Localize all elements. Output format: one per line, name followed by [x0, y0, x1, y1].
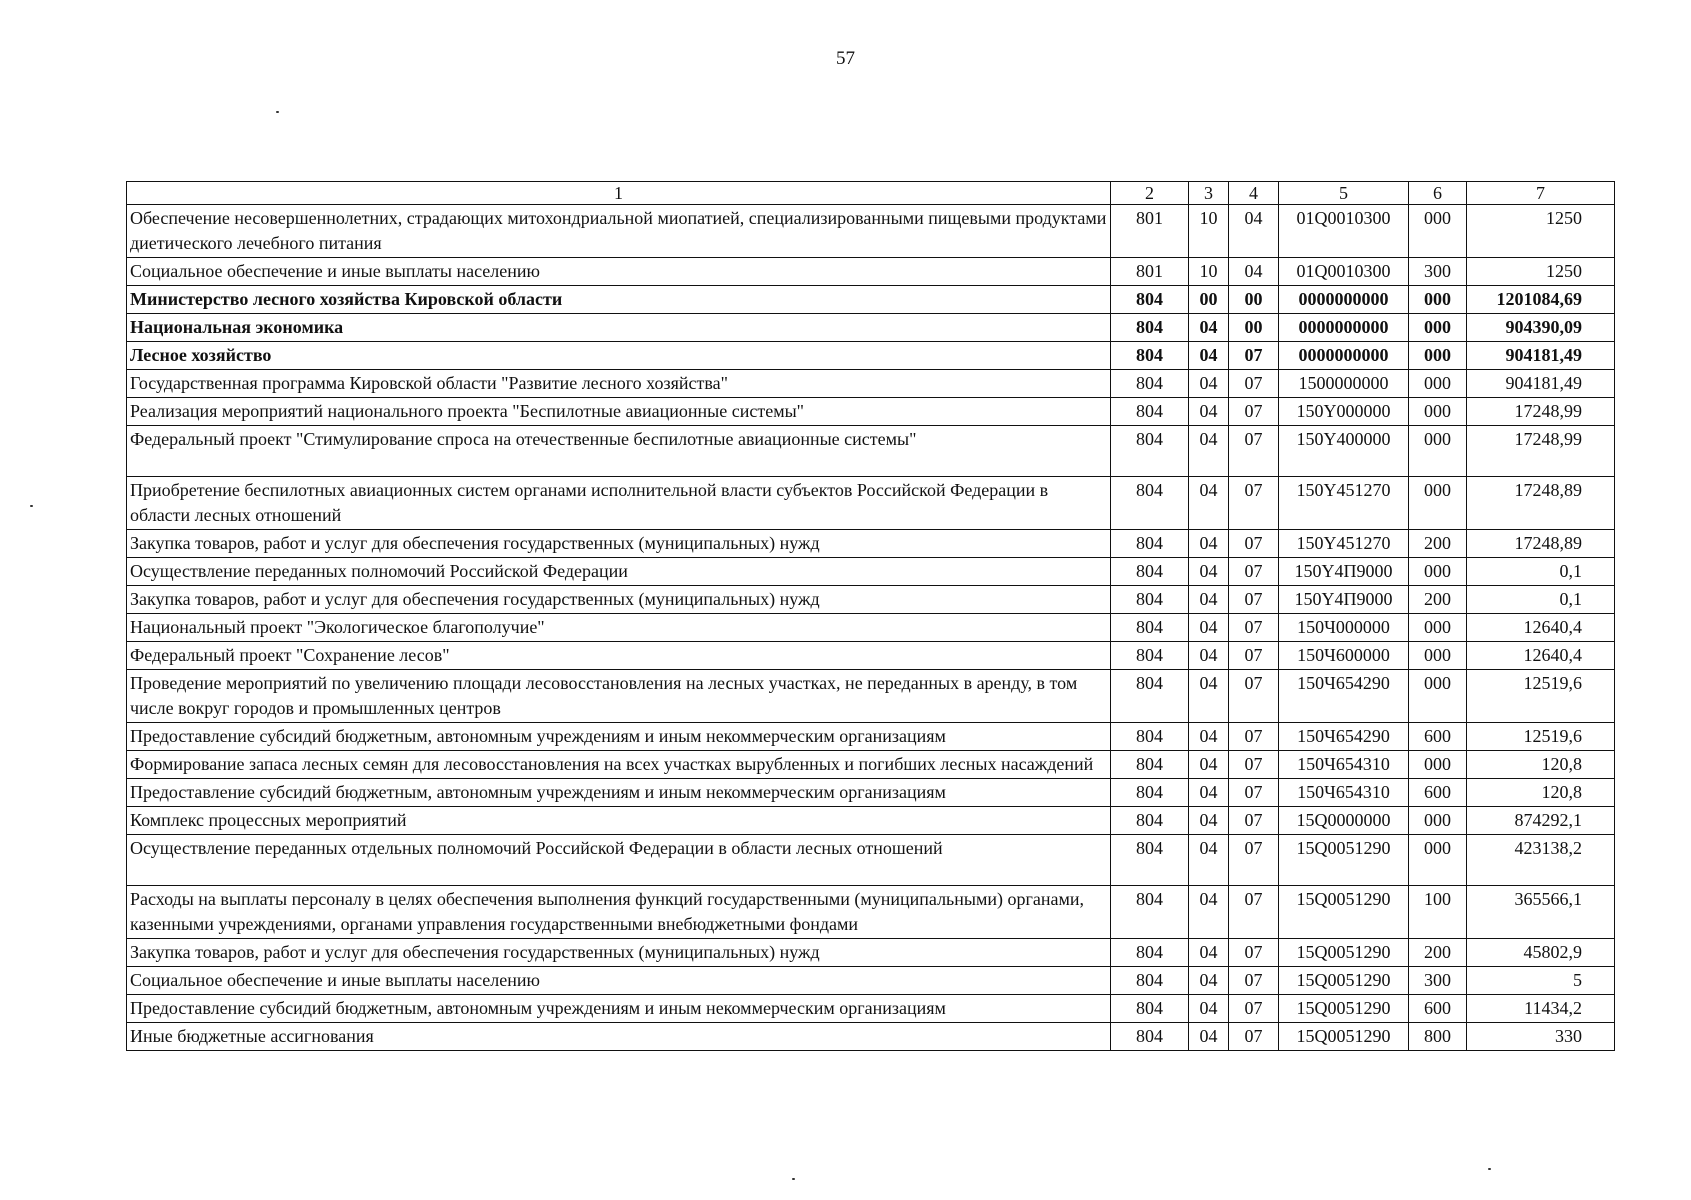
cell-amount: 17248,99: [1467, 398, 1615, 426]
column-header: 4: [1229, 182, 1279, 205]
row-name-cell: Приобретение беспилотных авиационных систем органами исполнительной власти субъектов Российской Федерации в области лесных отношений: [127, 477, 1111, 530]
cell-target-article: 15Q0051290: [1279, 835, 1409, 886]
cell-target-article: 150Ч654290: [1279, 670, 1409, 723]
cell-section: 04: [1189, 477, 1229, 530]
cell-amount: 1250: [1467, 258, 1615, 286]
cell-expense-type: 000: [1409, 342, 1467, 370]
cell-section: 10: [1189, 205, 1229, 258]
cell-expense-type: 200: [1409, 939, 1467, 967]
cell-grbs: 804: [1111, 779, 1189, 807]
scan-speck: [30, 505, 33, 507]
cell-section: 04: [1189, 995, 1229, 1023]
column-header: 1: [127, 182, 1111, 205]
cell-expense-type: 000: [1409, 751, 1467, 779]
cell-expense-type: 200: [1409, 530, 1467, 558]
cell-expense-type: 000: [1409, 286, 1467, 314]
row-name-cell: Социальное обеспечение и иные выплаты населению: [127, 258, 1111, 286]
table-row: [127, 835, 1615, 886]
row-name-cell: Иные бюджетные ассигнования: [127, 1023, 1111, 1051]
row-name-cell: Формирование запаса лесных семян для лесовосстановления на всех участках вырубленных и погибших лесных насаждений: [127, 751, 1111, 779]
cell-target-article: 0000000000: [1279, 286, 1409, 314]
cell-grbs: 804: [1111, 614, 1189, 642]
cell-subsection: 07: [1229, 558, 1279, 586]
cell-amount: 120,8: [1467, 751, 1615, 779]
table-body: [127, 205, 1615, 1051]
column-header: 2: [1111, 182, 1189, 205]
cell-target-article: 150Y400000: [1279, 426, 1409, 477]
cell-subsection: 07: [1229, 530, 1279, 558]
row-name-cell: Обеспечение несовершеннолетних, страдающих митохондриальной миопатией, специализированными пищевыми продуктами диетического лечебного питания: [127, 205, 1111, 258]
cell-section: 04: [1189, 1023, 1229, 1051]
cell-amount: 1250: [1467, 205, 1615, 258]
cell-section: 04: [1189, 835, 1229, 886]
cell-section: 04: [1189, 558, 1229, 586]
cell-amount: 0,1: [1467, 586, 1615, 614]
cell-target-article: 150Ч600000: [1279, 642, 1409, 670]
cell-expense-type: 000: [1409, 477, 1467, 530]
row-name-cell: Лесное хозяйство: [127, 342, 1111, 370]
table-row: [127, 614, 1615, 642]
cell-section: 04: [1189, 886, 1229, 939]
cell-amount: 17248,99: [1467, 426, 1615, 477]
cell-expense-type: 000: [1409, 205, 1467, 258]
cell-subsection: 07: [1229, 995, 1279, 1023]
table-row: [127, 967, 1615, 995]
cell-amount: 423138,2: [1467, 835, 1615, 886]
cell-amount: 5: [1467, 967, 1615, 995]
table-header-row: [127, 182, 1615, 205]
cell-expense-type: 000: [1409, 642, 1467, 670]
cell-section: 10: [1189, 258, 1229, 286]
row-name-cell: Социальное обеспечение и иные выплаты населению: [127, 967, 1111, 995]
cell-target-article: 150Ч654310: [1279, 779, 1409, 807]
cell-target-article: 15Q0051290: [1279, 1023, 1409, 1051]
row-name-cell: Предоставление субсидий бюджетным, автономным учреждениям и иным некоммерческим организациям: [127, 723, 1111, 751]
cell-section: 04: [1189, 642, 1229, 670]
row-name-cell: Проведение мероприятий по увеличению площади лесовосстановления на лесных участках, не переданных в аренду, в том числе вокруг городов и промышленных центров: [127, 670, 1111, 723]
cell-section: 04: [1189, 426, 1229, 477]
cell-subsection: 07: [1229, 614, 1279, 642]
table-row: [127, 286, 1615, 314]
cell-amount: 904181,49: [1467, 370, 1615, 398]
cell-amount: 17248,89: [1467, 530, 1615, 558]
cell-target-article: 150Y4П9000: [1279, 586, 1409, 614]
cell-expense-type: 600: [1409, 779, 1467, 807]
table-row: [127, 426, 1615, 477]
cell-grbs: 804: [1111, 723, 1189, 751]
cell-subsection: 07: [1229, 939, 1279, 967]
cell-expense-type: 000: [1409, 558, 1467, 586]
cell-grbs: 804: [1111, 1023, 1189, 1051]
cell-expense-type: 200: [1409, 586, 1467, 614]
table-row: [127, 779, 1615, 807]
cell-target-article: 01Q0010300: [1279, 205, 1409, 258]
cell-amount: 12640,4: [1467, 642, 1615, 670]
cell-amount: 365566,1: [1467, 886, 1615, 939]
cell-expense-type: 000: [1409, 314, 1467, 342]
cell-section: 04: [1189, 807, 1229, 835]
cell-section: 04: [1189, 670, 1229, 723]
cell-grbs: 804: [1111, 886, 1189, 939]
cell-amount: 874292,1: [1467, 807, 1615, 835]
cell-grbs: 804: [1111, 530, 1189, 558]
cell-subsection: 07: [1229, 342, 1279, 370]
row-name-cell: Предоставление субсидий бюджетным, автономным учреждениям и иным некоммерческим организациям: [127, 995, 1111, 1023]
cell-target-article: 01Q0010300: [1279, 258, 1409, 286]
cell-subsection: 07: [1229, 426, 1279, 477]
cell-amount: 330: [1467, 1023, 1615, 1051]
cell-section: 04: [1189, 398, 1229, 426]
cell-section: 04: [1189, 342, 1229, 370]
cell-grbs: 804: [1111, 286, 1189, 314]
cell-section: 04: [1189, 314, 1229, 342]
cell-grbs: 804: [1111, 426, 1189, 477]
cell-amount: 12519,6: [1467, 670, 1615, 723]
column-header: 5: [1279, 182, 1409, 205]
cell-section: 04: [1189, 723, 1229, 751]
cell-subsection: 07: [1229, 807, 1279, 835]
cell-grbs: 801: [1111, 258, 1189, 286]
cell-subsection: 07: [1229, 723, 1279, 751]
cell-grbs: 804: [1111, 670, 1189, 723]
cell-grbs: 804: [1111, 835, 1189, 886]
cell-subsection: 00: [1229, 314, 1279, 342]
cell-section: 04: [1189, 370, 1229, 398]
column-header: 7: [1467, 182, 1615, 205]
cell-expense-type: 100: [1409, 886, 1467, 939]
cell-section: 04: [1189, 967, 1229, 995]
cell-subsection: 07: [1229, 835, 1279, 886]
table-row: [127, 642, 1615, 670]
cell-amount: 904390,09: [1467, 314, 1615, 342]
table-row: [127, 477, 1615, 530]
table-row: [127, 670, 1615, 723]
cell-amount: 12640,4: [1467, 614, 1615, 642]
cell-subsection: 00: [1229, 286, 1279, 314]
cell-subsection: 04: [1229, 258, 1279, 286]
row-name-cell: Государственная программа Кировской области "Развитие лесного хозяйства": [127, 370, 1111, 398]
page-number: 57: [836, 48, 855, 69]
table-row: [127, 205, 1615, 258]
scan-speck: [792, 1178, 795, 1180]
cell-grbs: 804: [1111, 751, 1189, 779]
table-row: [127, 314, 1615, 342]
cell-amount: 17248,89: [1467, 477, 1615, 530]
cell-grbs: 804: [1111, 370, 1189, 398]
cell-expense-type: 300: [1409, 967, 1467, 995]
cell-target-article: 150Ч000000: [1279, 614, 1409, 642]
cell-amount: 0,1: [1467, 558, 1615, 586]
cell-expense-type: 600: [1409, 995, 1467, 1023]
cell-amount: 12519,6: [1467, 723, 1615, 751]
cell-expense-type: 000: [1409, 398, 1467, 426]
row-name-cell: Предоставление субсидий бюджетным, автономным учреждениям и иным некоммерческим организациям: [127, 779, 1111, 807]
row-name-cell: Комплекс процессных мероприятий: [127, 807, 1111, 835]
cell-grbs: 804: [1111, 558, 1189, 586]
cell-subsection: 07: [1229, 477, 1279, 530]
table-row: [127, 807, 1615, 835]
cell-amount: 904181,49: [1467, 342, 1615, 370]
row-name-cell: Закупка товаров, работ и услуг для обеспечения государственных (муниципальных) нужд: [127, 586, 1111, 614]
cell-target-article: 150Y4П9000: [1279, 558, 1409, 586]
cell-grbs: 804: [1111, 477, 1189, 530]
cell-expense-type: 000: [1409, 614, 1467, 642]
row-name-cell: Министерство лесного хозяйства Кировской области: [127, 286, 1111, 314]
row-name-cell: Расходы на выплаты персоналу в целях обеспечения выполнения функций государственными (муниципальными) органами, казенными учреждениями, органами управления государственными внебюджетными фондами: [127, 886, 1111, 939]
cell-subsection: 04: [1229, 205, 1279, 258]
cell-amount: 11434,2: [1467, 995, 1615, 1023]
row-name-cell: Осуществление переданных полномочий Российской Федерации: [127, 558, 1111, 586]
cell-subsection: 07: [1229, 751, 1279, 779]
cell-target-article: 0000000000: [1279, 314, 1409, 342]
cell-subsection: 07: [1229, 779, 1279, 807]
cell-amount: 1201084,69: [1467, 286, 1615, 314]
table-row: [127, 558, 1615, 586]
cell-section: 00: [1189, 286, 1229, 314]
cell-grbs: 804: [1111, 939, 1189, 967]
cell-target-article: 15Q0051290: [1279, 886, 1409, 939]
cell-target-article: 150Y451270: [1279, 477, 1409, 530]
table-row: [127, 370, 1615, 398]
cell-expense-type: 000: [1409, 807, 1467, 835]
cell-amount: 45802,9: [1467, 939, 1615, 967]
cell-expense-type: 800: [1409, 1023, 1467, 1051]
cell-target-article: 15Q0051290: [1279, 967, 1409, 995]
cell-grbs: 804: [1111, 967, 1189, 995]
cell-target-article: 150Y451270: [1279, 530, 1409, 558]
cell-target-article: 150Ч654290: [1279, 723, 1409, 751]
cell-section: 04: [1189, 614, 1229, 642]
cell-expense-type: 000: [1409, 426, 1467, 477]
cell-section: 04: [1189, 530, 1229, 558]
cell-target-article: 150Ч654310: [1279, 751, 1409, 779]
cell-grbs: 804: [1111, 642, 1189, 670]
cell-expense-type: 000: [1409, 835, 1467, 886]
table-row: [127, 586, 1615, 614]
table-row: [127, 342, 1615, 370]
cell-subsection: 07: [1229, 370, 1279, 398]
cell-grbs: 804: [1111, 398, 1189, 426]
cell-target-article: 150Y000000: [1279, 398, 1409, 426]
row-name-cell: Национальная экономика: [127, 314, 1111, 342]
cell-target-article: 15Q0000000: [1279, 807, 1409, 835]
cell-grbs: 804: [1111, 342, 1189, 370]
table-row: [127, 530, 1615, 558]
table-row: [127, 258, 1615, 286]
cell-grbs: 804: [1111, 586, 1189, 614]
cell-grbs: 804: [1111, 807, 1189, 835]
scan-speck: [276, 111, 279, 113]
table-row: [127, 939, 1615, 967]
cell-section: 04: [1189, 586, 1229, 614]
row-name-cell: Федеральный проект "Сохранение лесов": [127, 642, 1111, 670]
table-row: [127, 1023, 1615, 1051]
cell-subsection: 07: [1229, 1023, 1279, 1051]
cell-subsection: 07: [1229, 586, 1279, 614]
budget-table: [126, 181, 1615, 1051]
cell-expense-type: 000: [1409, 370, 1467, 398]
cell-subsection: 07: [1229, 642, 1279, 670]
cell-amount: 120,8: [1467, 779, 1615, 807]
cell-subsection: 07: [1229, 670, 1279, 723]
row-name-cell: Реализация мероприятий национального проекта "Беспилотные авиационные системы": [127, 398, 1111, 426]
cell-subsection: 07: [1229, 398, 1279, 426]
cell-expense-type: 300: [1409, 258, 1467, 286]
scan-speck: [1488, 1168, 1491, 1170]
column-header: 6: [1409, 182, 1467, 205]
cell-target-article: 15Q0051290: [1279, 995, 1409, 1023]
column-header: 3: [1189, 182, 1229, 205]
row-name-cell: Закупка товаров, работ и услуг для обеспечения государственных (муниципальных) нужд: [127, 939, 1111, 967]
cell-target-article: 1500000000: [1279, 370, 1409, 398]
table-row: [127, 398, 1615, 426]
row-name-cell: Национальный проект "Экологическое благополучие": [127, 614, 1111, 642]
cell-subsection: 07: [1229, 886, 1279, 939]
table-row: [127, 995, 1615, 1023]
table-row: [127, 723, 1615, 751]
cell-target-article: 15Q0051290: [1279, 939, 1409, 967]
cell-section: 04: [1189, 779, 1229, 807]
cell-expense-type: 000: [1409, 670, 1467, 723]
row-name-cell: Закупка товаров, работ и услуг для обеспечения государственных (муниципальных) нужд: [127, 530, 1111, 558]
cell-grbs: 804: [1111, 995, 1189, 1023]
cell-section: 04: [1189, 939, 1229, 967]
table-row: [127, 886, 1615, 939]
cell-grbs: 801: [1111, 205, 1189, 258]
cell-section: 04: [1189, 751, 1229, 779]
row-name-cell: Федеральный проект "Стимулирование спроса на отечественные беспилотные авиационные системы": [127, 426, 1111, 477]
cell-expense-type: 600: [1409, 723, 1467, 751]
cell-grbs: 804: [1111, 314, 1189, 342]
cell-subsection: 07: [1229, 967, 1279, 995]
table-row: [127, 751, 1615, 779]
cell-target-article: 0000000000: [1279, 342, 1409, 370]
row-name-cell: Осуществление переданных отдельных полномочий Российской Федерации в области лесных отношений: [127, 835, 1111, 886]
